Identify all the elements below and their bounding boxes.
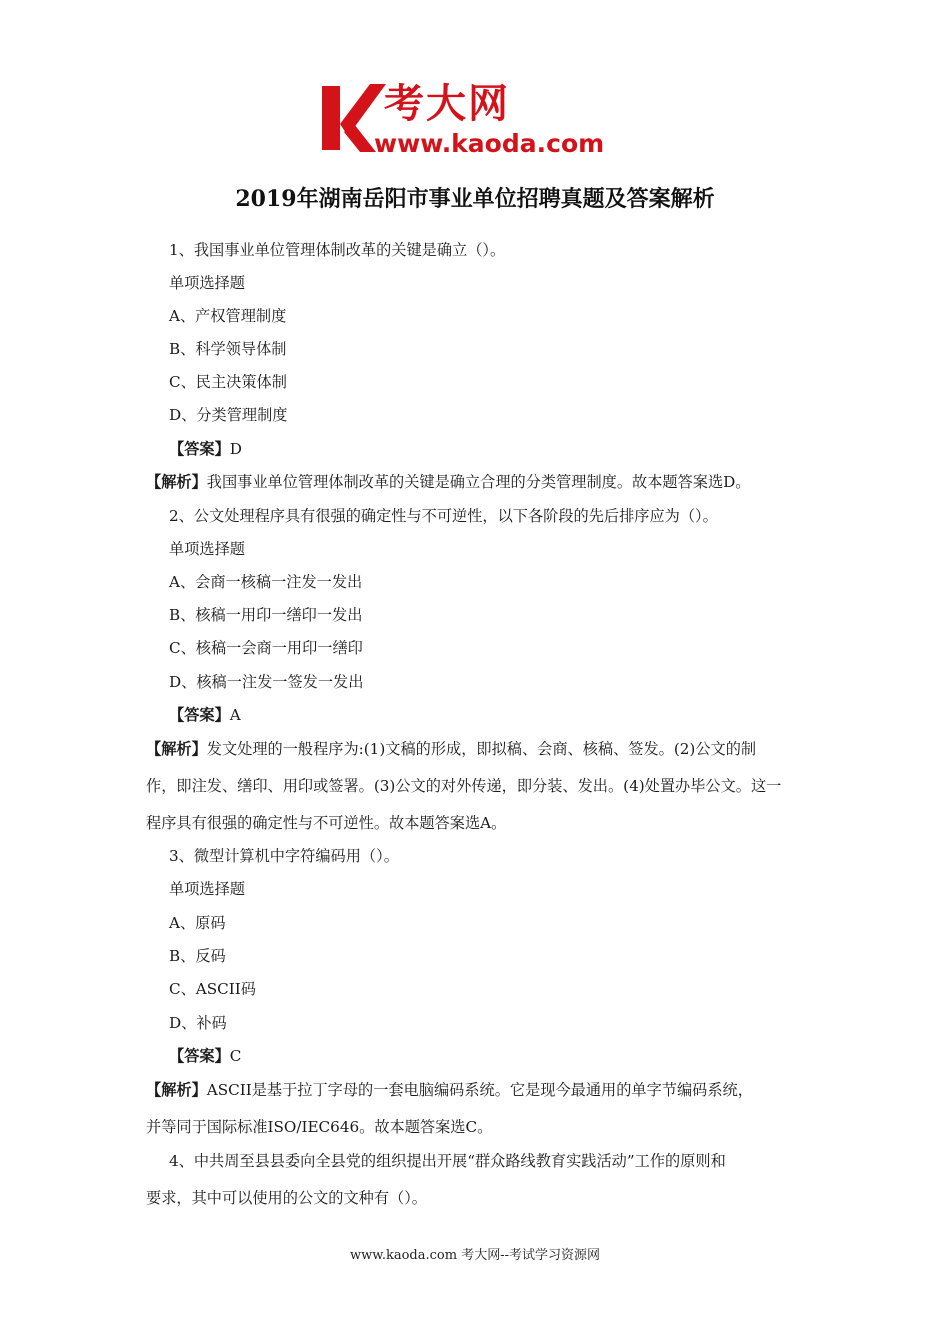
kaoda-logo: [318, 80, 638, 160]
bracket-label: 【解析】: [146, 1081, 207, 1099]
explanation: 【解析】发文处理的一般程序为:(1)文稿的形成，即拟稿、会商、核稿、签发。(2)公文的制: [146, 740, 757, 758]
bracket-label: 【解析】: [146, 740, 207, 758]
option-d: D、补码: [169, 1014, 227, 1032]
option-d: D、核稿一注发一签发一发出: [169, 673, 364, 691]
option-c: C、ASCII码: [169, 980, 256, 998]
option-b: B、核稿一用印一缮印一发出: [169, 606, 363, 624]
question-type: 单项选择题: [169, 880, 245, 898]
option-d: D、分类管理制度: [169, 406, 288, 424]
question-2: 2、公文处理程序具有很强的确定性与不可逆性，以下各阶段的先后排序应为（）。: [169, 507, 718, 525]
logo-brand-url: www.kaoda.com: [374, 129, 605, 158]
option-a: A、会商一核稿一注发一发出: [169, 573, 363, 591]
explanation-cont: 程序具有很强的确定性与不可逆性。故本题答案选A。: [146, 814, 507, 832]
option-b: B、科学领导体制: [169, 340, 287, 358]
logo-brand-cn: 考大网: [384, 81, 510, 127]
bracket-label: 【答案】: [169, 440, 230, 458]
explanation: 【解析】ASCII是基于拉丁字母的一套电脑编码系统。它是现今最通用的单字节编码系统，: [146, 1081, 753, 1099]
option-a: A、产权管理制度: [169, 307, 287, 325]
question-3: 3、微型计算机中字符编码用（）。: [169, 847, 399, 865]
option-a: A、原码: [169, 914, 226, 932]
question-1: 1、我国事业单位管理体制改革的关键是确立（）。: [169, 241, 506, 259]
document-title: 2019年湖南岳阳市事业单位招聘真题及答案解析: [235, 186, 715, 212]
option-b: B、反码: [169, 947, 226, 965]
explanation-cont: 作，即注发、缮印、用印或签署。(3)公文的对外传递，即分装、发出。(4)处置办毕公文。这一: [146, 777, 782, 795]
option-c: C、民主决策体制: [169, 373, 287, 391]
bracket-label: 【答案】: [169, 1047, 230, 1065]
answer: 【答案】C: [169, 1047, 242, 1065]
answer: 【答案】D: [169, 440, 242, 458]
bracket-label: 【答案】: [169, 706, 230, 724]
explanation: 【解析】我国事业单位管理体制改革的关键是确立合理的分类管理制度。故本题答案选D。: [146, 473, 751, 491]
answer: 【答案】A: [169, 706, 241, 724]
question-4: 4、中共周至县县委向全县党的组织提出开展“群众路线教育实践活动”工作的原则和: [169, 1152, 726, 1170]
question-type: 单项选择题: [169, 274, 245, 292]
question-4-cont: 要求，其中可以使用的公文的文种有（）。: [146, 1189, 427, 1207]
page-footer: www.kaoda.com 考大网--考试学习资源网: [350, 1248, 600, 1263]
explanation-cont: 并等同于国际标准ISO/IEC646。故本题答案选C。: [146, 1118, 493, 1136]
bracket-label: 【解析】: [146, 473, 207, 491]
option-c: C、核稿一会商一用印一缮印: [169, 639, 363, 657]
question-type: 单项选择题: [169, 540, 245, 558]
